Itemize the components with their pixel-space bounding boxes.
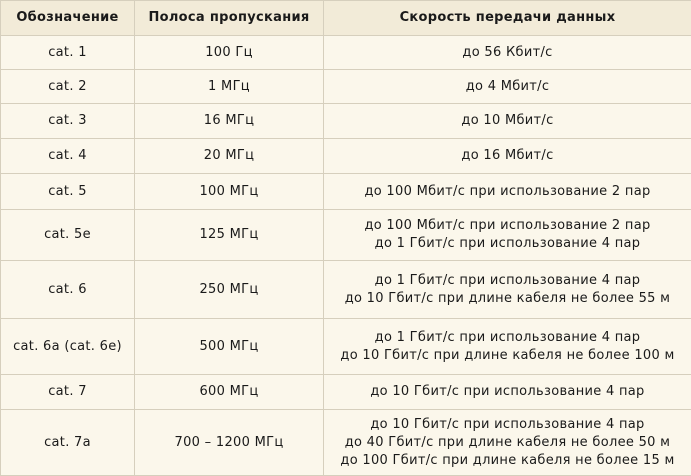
header-bandwidth: Полоса пропускания <box>135 1 324 36</box>
speed-line: до 10 Гбит/с при использование 4 пар <box>328 416 687 434</box>
designation-cell: cat. 4 <box>1 139 135 174</box>
speed-line: до 10 Гбит/с при использование 4 пар <box>328 383 687 401</box>
designation-cell: cat. 5e <box>1 210 135 261</box>
table-row <box>1 410 691 476</box>
speed-cell <box>324 139 691 174</box>
speed-line: до 100 Мбит/с при использование 2 пар <box>328 183 687 201</box>
designation-cell: cat. 7a <box>1 410 135 476</box>
header-row <box>1 1 691 36</box>
designation-cell: cat. 2 <box>1 70 135 104</box>
designation-cell: cat. 7 <box>1 375 135 410</box>
bandwidth-cell: 500 МГц <box>135 319 324 375</box>
bandwidth-cell: 1 МГц <box>135 70 324 104</box>
bandwidth-cell: 16 МГц <box>135 104 324 139</box>
speed-line: до 100 Гбит/с при длине кабеля не более 15 м <box>328 452 687 470</box>
speed-line: до 1 Гбит/с при использование 4 пар <box>328 235 687 253</box>
table-row <box>1 70 691 104</box>
speed-cell <box>324 375 691 410</box>
speed-line: до 4 Мбит/с <box>328 78 687 96</box>
bandwidth-cell: 20 МГц <box>135 139 324 174</box>
designation-cell: cat. 3 <box>1 104 135 139</box>
designation-cell: cat. 6 <box>1 261 135 319</box>
bandwidth-cell: 100 МГц <box>135 174 324 210</box>
header-speed: Скорость передачи данных <box>324 1 691 36</box>
bandwidth-cell: 700 – 1200 МГц <box>135 410 324 476</box>
bandwidth-cell: 250 МГц <box>135 261 324 319</box>
table-row <box>1 375 691 410</box>
speed-cell <box>324 36 691 70</box>
speed-line: до 100 Мбит/с при использование 2 пар <box>328 217 687 235</box>
speed-cell <box>324 319 691 375</box>
bandwidth-cell: 600 МГц <box>135 375 324 410</box>
designation-cell: cat. 1 <box>1 36 135 70</box>
speed-line: до 40 Гбит/с при длине кабеля не более 50 м <box>328 434 687 452</box>
table-row <box>1 36 691 70</box>
speed-line: до 16 Мбит/с <box>328 147 687 165</box>
table-row <box>1 319 691 375</box>
speed-line: до 10 Гбит/с при длине кабеля не более 100 м <box>328 347 687 365</box>
table-row <box>1 210 691 261</box>
speed-cell <box>324 410 691 476</box>
bandwidth-cell: 100 Гц <box>135 36 324 70</box>
speed-line: до 10 Гбит/с при длине кабеля не более 55 м <box>328 290 687 308</box>
speed-line: до 56 Кбит/с <box>328 44 687 62</box>
table-row <box>1 139 691 174</box>
table-row <box>1 104 691 139</box>
bandwidth-cell: 125 МГц <box>135 210 324 261</box>
speed-cell <box>324 210 691 261</box>
header-designation: Обозначение <box>1 1 135 36</box>
speed-line: до 1 Гбит/с при использование 4 пар <box>328 272 687 290</box>
table-row <box>1 174 691 210</box>
speed-cell <box>324 261 691 319</box>
speed-line: до 1 Гбит/с при использование 4 пар <box>328 329 687 347</box>
table-body <box>1 36 691 476</box>
speed-cell <box>324 174 691 210</box>
speed-cell <box>324 104 691 139</box>
table-row <box>1 261 691 319</box>
speed-cell <box>324 70 691 104</box>
designation-cell: cat. 6a (cat. 6e) <box>1 319 135 375</box>
speed-line: до 10 Мбит/с <box>328 112 687 130</box>
designation-cell: cat. 5 <box>1 174 135 210</box>
